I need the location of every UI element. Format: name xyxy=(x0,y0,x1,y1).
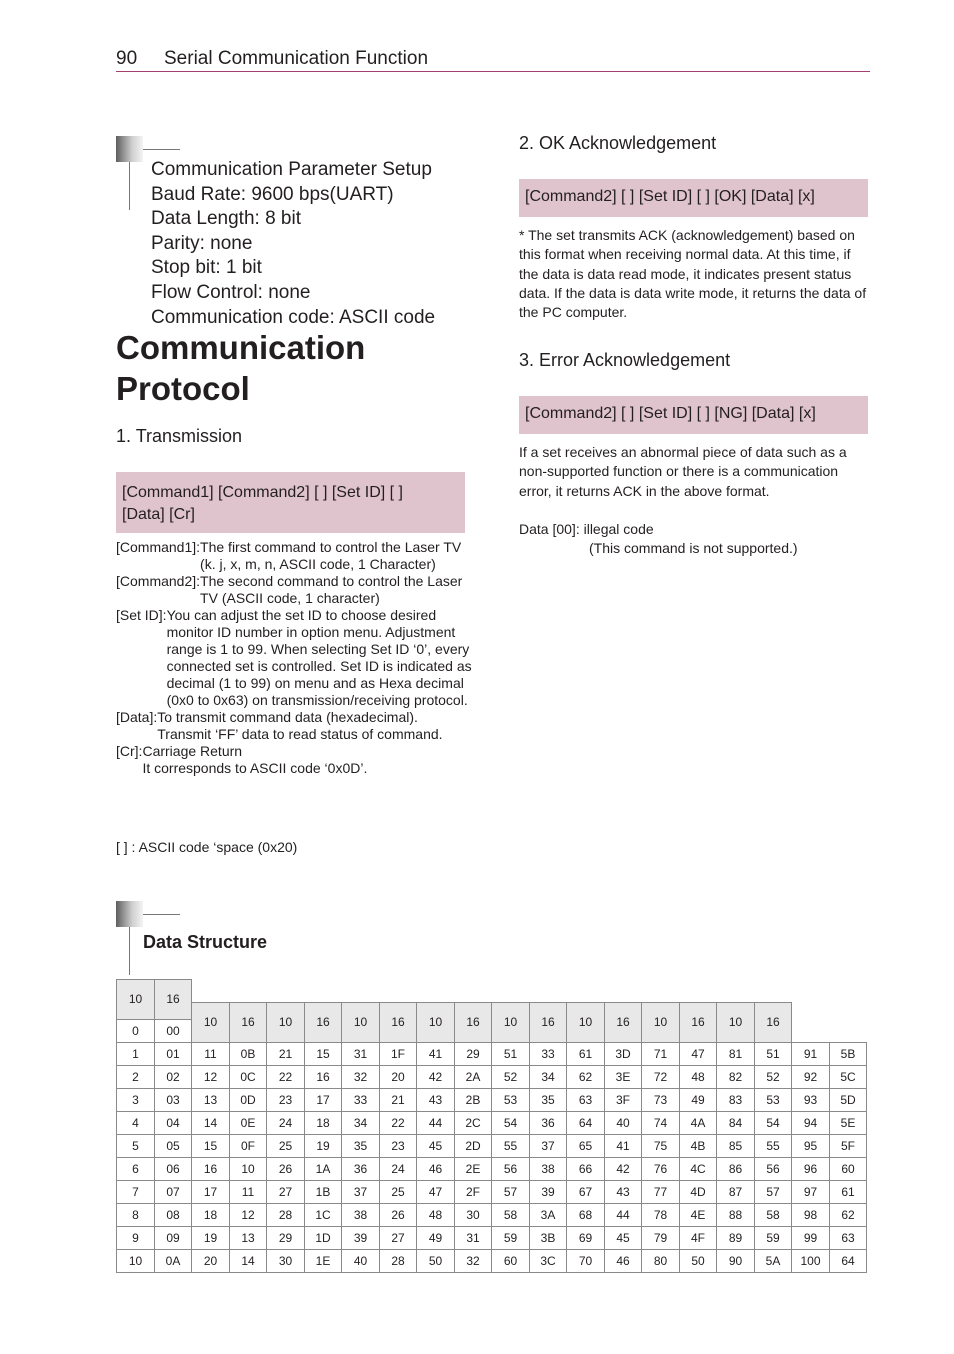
table-cell: 5D xyxy=(830,1088,867,1111)
table-cell: 13 xyxy=(192,1088,230,1111)
table-cell: 3E xyxy=(605,1065,642,1088)
table-cell: 22 xyxy=(267,1065,305,1088)
table-cell: 49 xyxy=(680,1088,717,1111)
ok-heading: 2. OK Acknowledgement xyxy=(519,133,717,153)
definition-text: The second command to control the Laser TV (ASCII code, 1 character) xyxy=(200,573,463,606)
table-cell: 1 xyxy=(117,1042,155,1065)
marker-line xyxy=(129,162,130,210)
table-cell: 82 xyxy=(717,1065,755,1088)
table-cell: 01 xyxy=(155,1042,192,1065)
table-cell: 21 xyxy=(380,1088,417,1111)
table-cell: 26 xyxy=(380,1203,417,1226)
table-cell: 5 xyxy=(117,1134,155,1157)
ok-note: * The set transmits ACK (acknowledgement) based on this format when receiving normal data. At this time, if the data is data read mode, it indicates present status data. If the data is data write mode, it returns the data of the PC computer. xyxy=(519,227,867,321)
table-cell: 72 xyxy=(642,1065,680,1088)
table-cell: 27 xyxy=(380,1226,417,1249)
table-cell: 45 xyxy=(605,1226,642,1249)
table-cell: 29 xyxy=(455,1042,492,1065)
table-cell: 29 xyxy=(267,1226,305,1249)
table-cell: 40 xyxy=(605,1111,642,1134)
table-cell: 69 xyxy=(567,1226,605,1249)
table-row xyxy=(117,1134,867,1157)
table-cell: 79 xyxy=(642,1226,680,1249)
table-row xyxy=(117,1203,867,1226)
table-cell: 15 xyxy=(192,1134,230,1157)
table-cell: 18 xyxy=(305,1111,342,1134)
table-cell: 86 xyxy=(717,1157,755,1180)
table-cell: 38 xyxy=(530,1157,567,1180)
table-cell: 38 xyxy=(342,1203,380,1226)
table-cell: 37 xyxy=(530,1134,567,1157)
table-cell: 25 xyxy=(267,1134,305,1157)
table-cell: 33 xyxy=(530,1042,567,1065)
table-header-cell: 16 xyxy=(605,1002,642,1042)
table-cell: 60 xyxy=(492,1249,530,1272)
table-cell: 62 xyxy=(567,1065,605,1088)
table-cell: 63 xyxy=(567,1088,605,1111)
param-line: Communication Parameter Setup xyxy=(151,159,432,180)
table-cell: 2E xyxy=(455,1157,492,1180)
table-cell: 56 xyxy=(755,1157,792,1180)
table-cell: 00 xyxy=(155,1019,192,1042)
table-cell: 44 xyxy=(605,1203,642,1226)
table-cell: 44 xyxy=(417,1111,455,1134)
definition-text xyxy=(142,743,472,777)
table-cell: 23 xyxy=(267,1088,305,1111)
table-cell: 58 xyxy=(755,1203,792,1226)
table-cell: 24 xyxy=(267,1111,305,1134)
definition-item xyxy=(116,573,472,607)
definition-term: [Command1]: xyxy=(116,539,201,555)
param-line: Flow Control: none xyxy=(151,281,311,303)
error-format-box xyxy=(519,396,868,434)
table-cell: 23 xyxy=(380,1134,417,1157)
table-cell: 4C xyxy=(680,1157,717,1180)
table-cell: 4B xyxy=(680,1134,717,1157)
error-data-line: Data [00]: illegal code xyxy=(519,521,654,537)
table-cell: 42 xyxy=(417,1065,455,1088)
table-cell: 05 xyxy=(155,1134,192,1157)
format-line: [Command1] [Command2] [ ] [Set ID] [ ] xyxy=(122,484,403,501)
table-cell: 10 xyxy=(230,1157,267,1180)
table-cell: 55 xyxy=(492,1134,530,1157)
table-cell: 80 xyxy=(642,1249,680,1272)
error-note: If a set receives an abnormal piece of data such as a non-supported function or there is a communication error, it returns ACK in the above format. xyxy=(519,444,847,499)
table-cell: 35 xyxy=(530,1088,567,1111)
table-cell: 87 xyxy=(717,1180,755,1203)
table-cell: 56 xyxy=(492,1157,530,1180)
table-cell: 31 xyxy=(342,1042,380,1065)
param-line: Communication code: ASCII code xyxy=(151,306,436,328)
table-cell: 66 xyxy=(567,1157,605,1180)
table-cell: 35 xyxy=(342,1134,380,1157)
table-cell: 93 xyxy=(792,1088,830,1111)
table-cell: 62 xyxy=(830,1203,867,1226)
table-cell: 48 xyxy=(417,1203,455,1226)
table-cell: 1A xyxy=(305,1157,342,1180)
table-cell: 17 xyxy=(305,1088,342,1111)
cr-extra: It corresponds to ASCII code ‘0x0D’. xyxy=(142,760,368,776)
table-cell: 3C xyxy=(530,1249,567,1272)
table-header-cell: 16 xyxy=(305,1002,342,1042)
table-cell: 53 xyxy=(492,1088,530,1111)
table-cell: 16 xyxy=(192,1157,230,1180)
table-cell: 51 xyxy=(492,1042,530,1065)
table-cell: 46 xyxy=(605,1249,642,1272)
table-cell: 1C xyxy=(305,1203,342,1226)
definition-term: [Cr]: xyxy=(116,743,143,759)
table-cell: 0D xyxy=(230,1088,267,1111)
error-heading: 3. Error Acknowledgement xyxy=(519,350,731,370)
table-cell: 0B xyxy=(230,1042,267,1065)
table-cell: 74 xyxy=(642,1111,680,1134)
table-cell: 02 xyxy=(155,1065,192,1088)
table-cell: 95 xyxy=(792,1134,830,1157)
table-cell: 17 xyxy=(192,1180,230,1203)
table-cell: 98 xyxy=(792,1203,830,1226)
table-cell: 43 xyxy=(605,1180,642,1203)
table-cell: 61 xyxy=(567,1042,605,1065)
protocol-title-line: Protocol xyxy=(116,370,250,407)
table-cell: 36 xyxy=(530,1111,567,1134)
table-cell: 52 xyxy=(755,1065,792,1088)
definition-item xyxy=(116,709,472,743)
table-cell: 9 xyxy=(117,1226,155,1249)
param-line: Parity: none xyxy=(151,232,253,254)
table-cell: 97 xyxy=(792,1180,830,1203)
table-header-cell: 16 xyxy=(380,1002,417,1042)
table-cell: 39 xyxy=(342,1226,380,1249)
table-cell: 2A xyxy=(455,1065,492,1088)
table-cell: 3F xyxy=(605,1088,642,1111)
param-line: Stop bit: 1 bit xyxy=(151,257,262,279)
table-cell: 81 xyxy=(717,1042,755,1065)
table-cell: 0 xyxy=(117,1019,155,1042)
table-cell: 2B xyxy=(455,1088,492,1111)
param-line: Data Length: 8 bit xyxy=(151,208,301,230)
table-cell: 51 xyxy=(755,1042,792,1065)
table-header-cell: 16 xyxy=(530,1002,567,1042)
table-cell: 96 xyxy=(792,1157,830,1180)
table-cell: 71 xyxy=(642,1042,680,1065)
marker-line xyxy=(129,927,130,975)
ok-format-box xyxy=(519,179,868,217)
communication-parameters xyxy=(151,158,435,330)
table-cell: 4 xyxy=(117,1111,155,1134)
marker-line xyxy=(143,149,180,150)
table-cell: 19 xyxy=(305,1134,342,1157)
table-cell: 92 xyxy=(792,1065,830,1088)
table-cell: 0C xyxy=(230,1065,267,1088)
error-format: [Command2] [ ] [Set ID] [ ] [NG] [Data] [x] xyxy=(525,405,816,422)
table-cell: 5C xyxy=(830,1065,867,1088)
table-cell: 99 xyxy=(792,1226,830,1249)
cr-text: Carriage Return xyxy=(142,743,243,759)
table-cell: 1D xyxy=(305,1226,342,1249)
table-cell: 54 xyxy=(492,1111,530,1134)
table-cell: 58 xyxy=(492,1203,530,1226)
table-cell: 63 xyxy=(830,1226,867,1249)
table-cell: 1F xyxy=(380,1042,417,1065)
table-cell: 3D xyxy=(605,1042,642,1065)
table-cell: 59 xyxy=(755,1226,792,1249)
table-cell: 41 xyxy=(417,1042,455,1065)
table-cell: 85 xyxy=(717,1134,755,1157)
table-cell: 67 xyxy=(567,1180,605,1203)
table-cell: 31 xyxy=(455,1226,492,1249)
data-structure-title: Data Structure xyxy=(143,932,268,952)
table-cell: 0A xyxy=(155,1249,192,1272)
table-cell: 03 xyxy=(155,1088,192,1111)
table-cell: 13 xyxy=(230,1226,267,1249)
space-note: [ ] : ASCII code ‘space (0x20) xyxy=(116,839,298,855)
table-cell: 32 xyxy=(455,1249,492,1272)
table-cell: 65 xyxy=(567,1134,605,1157)
table-cell: 10 xyxy=(117,1249,155,1272)
table-row xyxy=(117,1226,867,1249)
table-cell: 94 xyxy=(792,1111,830,1134)
transmission-format-box xyxy=(116,472,465,533)
table-cell: 4A xyxy=(680,1111,717,1134)
table-cell: 5A xyxy=(755,1249,792,1272)
table-cell: 78 xyxy=(642,1203,680,1226)
table-cell: 41 xyxy=(605,1134,642,1157)
table-cell: 3B xyxy=(530,1226,567,1249)
table-header-cell: 10 xyxy=(342,1002,380,1042)
definition-term: [Set ID]: xyxy=(116,607,167,623)
transmission-heading: 1. Transmission xyxy=(116,426,243,446)
table-header-cell: 10 xyxy=(117,980,155,1020)
table-cell: 2C xyxy=(455,1111,492,1134)
table-cell: 0F xyxy=(230,1134,267,1157)
table-cell: 70 xyxy=(567,1249,605,1272)
table-cell: 34 xyxy=(342,1111,380,1134)
table-cell: 77 xyxy=(642,1180,680,1203)
table-cell: 3 xyxy=(117,1088,155,1111)
table-cell: 2D xyxy=(455,1134,492,1157)
table-header-cell: 10 xyxy=(192,1002,230,1042)
table-cell: 57 xyxy=(492,1180,530,1203)
table-header-cell: 10 xyxy=(492,1002,530,1042)
table-cell: 50 xyxy=(680,1249,717,1272)
table-cell: 55 xyxy=(755,1134,792,1157)
table-header-cell: 10 xyxy=(417,1002,455,1042)
table-cell: 6 xyxy=(117,1157,155,1180)
table-cell: 47 xyxy=(417,1180,455,1203)
error-data-sub: (This command is not supported.) xyxy=(589,540,798,556)
table-cell: 4D xyxy=(680,1180,717,1203)
table-cell: 73 xyxy=(642,1088,680,1111)
table-header-cell: 10 xyxy=(717,1002,755,1042)
table-cell: 45 xyxy=(417,1134,455,1157)
format-line: [Data] [Cr] xyxy=(122,506,195,523)
table-row xyxy=(117,1180,867,1203)
table-header-cell: 16 xyxy=(230,1002,267,1042)
definition-text: The first command to control the Laser TV (k. j, x, m, n, ASCII code, 1 Character) xyxy=(200,539,462,572)
table-cell: 20 xyxy=(192,1249,230,1272)
table-cell: 5E xyxy=(830,1111,867,1134)
table-cell: 26 xyxy=(267,1157,305,1180)
table-cell: 30 xyxy=(267,1249,305,1272)
table-cell: 12 xyxy=(230,1203,267,1226)
table-cell: 61 xyxy=(830,1180,867,1203)
table-cell: 60 xyxy=(830,1157,867,1180)
table-cell: 19 xyxy=(192,1226,230,1249)
table-header-cell: 10 xyxy=(642,1002,680,1042)
table-cell: 28 xyxy=(267,1203,305,1226)
page-number: 90 xyxy=(116,48,138,69)
table-cell: 47 xyxy=(680,1042,717,1065)
table-cell: 49 xyxy=(417,1226,455,1249)
definition-item xyxy=(116,743,472,777)
table-cell: 0E xyxy=(230,1111,267,1134)
data-structure-table xyxy=(116,979,867,1273)
table-cell: 04 xyxy=(155,1111,192,1134)
table-cell: 39 xyxy=(530,1180,567,1203)
table-cell: 4F xyxy=(680,1226,717,1249)
protocol-title xyxy=(116,327,365,409)
table-cell: 33 xyxy=(342,1088,380,1111)
section-marker xyxy=(116,901,143,927)
table-row xyxy=(117,1088,867,1111)
table-cell: 89 xyxy=(717,1226,755,1249)
table-cell: 06 xyxy=(155,1157,192,1180)
table-cell: 20 xyxy=(380,1065,417,1088)
table-cell: 42 xyxy=(605,1157,642,1180)
table-header-cell: 16 xyxy=(455,1002,492,1042)
table-cell: 34 xyxy=(530,1065,567,1088)
table-cell: 30 xyxy=(455,1203,492,1226)
table-cell: 25 xyxy=(380,1180,417,1203)
table-cell: 28 xyxy=(380,1249,417,1272)
table-cell: 48 xyxy=(680,1065,717,1088)
table-cell: 36 xyxy=(342,1157,380,1180)
table-cell: 64 xyxy=(830,1249,867,1272)
definition-text: You can adjust the set ID to choose desired monitor ID number in option menu. Adjustment range is 1 to 99. When selecting Set ID ‘0’, every connected set is controlled. Set ID is indicated as decimal (1 to 99) on menu and as Hexa decimal (0x0 to 0x63) on transmission/receiving protocol. xyxy=(166,607,472,708)
table-cell: 90 xyxy=(717,1249,755,1272)
table-cell: 22 xyxy=(380,1111,417,1134)
table-cell: 91 xyxy=(792,1042,830,1065)
table-cell: 54 xyxy=(755,1111,792,1134)
table-cell: 1B xyxy=(305,1180,342,1203)
table-cell: 2 xyxy=(117,1065,155,1088)
table-spacer xyxy=(192,980,792,1003)
definition-text: To transmit command data (hexadecimal). Transmit ‘FF’ data to read status of command. xyxy=(157,709,443,742)
table-header-cell: 16 xyxy=(755,1002,792,1042)
table-cell: 27 xyxy=(267,1180,305,1203)
table-cell: 5B xyxy=(830,1042,867,1065)
table-cell: 08 xyxy=(155,1203,192,1226)
table-cell: 15 xyxy=(305,1042,342,1065)
section-title: Serial Communication Function xyxy=(164,48,429,69)
table-cell: 7 xyxy=(117,1180,155,1203)
table-header-cell: 10 xyxy=(567,1002,605,1042)
table-cell: 57 xyxy=(755,1180,792,1203)
table-cell: 37 xyxy=(342,1180,380,1203)
table-cell: 59 xyxy=(492,1226,530,1249)
table-cell: 46 xyxy=(417,1157,455,1180)
table-header-cell: 10 xyxy=(267,1002,305,1042)
table-cell: 52 xyxy=(492,1065,530,1088)
table-cell: 3A xyxy=(530,1203,567,1226)
table-row xyxy=(117,1111,867,1134)
marker-line xyxy=(143,914,180,915)
table-cell: 84 xyxy=(717,1111,755,1134)
table-cell: 07 xyxy=(155,1180,192,1203)
table-cell: 43 xyxy=(417,1088,455,1111)
table-cell: 64 xyxy=(567,1111,605,1134)
table-cell: 8 xyxy=(117,1203,155,1226)
table-header-cell: 16 xyxy=(155,980,192,1020)
table-cell: 50 xyxy=(417,1249,455,1272)
table-cell: 83 xyxy=(717,1088,755,1111)
table-cell: 32 xyxy=(342,1065,380,1088)
section-marker xyxy=(116,136,143,162)
table-cell: 11 xyxy=(192,1042,230,1065)
protocol-title-line: Communication xyxy=(116,329,366,366)
table-cell: 18 xyxy=(192,1203,230,1226)
table-cell: 09 xyxy=(155,1226,192,1249)
param-line: Baud Rate: 9600 bps(UART) xyxy=(151,183,394,205)
definition-item xyxy=(116,539,472,573)
definitions-list xyxy=(116,539,472,777)
table-cell: 40 xyxy=(342,1249,380,1272)
definition-term: [Data]: xyxy=(116,709,158,725)
table-cell: 76 xyxy=(642,1157,680,1180)
table-cell: 4E xyxy=(680,1203,717,1226)
table-row xyxy=(117,1065,867,1088)
table-cell: 75 xyxy=(642,1134,680,1157)
table-cell: 88 xyxy=(717,1203,755,1226)
table-cell: 53 xyxy=(755,1088,792,1111)
table-cell: 100 xyxy=(792,1249,830,1272)
table-cell: 14 xyxy=(192,1111,230,1134)
definition-item xyxy=(116,607,472,709)
definition-term: [Command2]: xyxy=(116,573,201,589)
header-rule xyxy=(116,71,870,72)
table-cell: 12 xyxy=(192,1065,230,1088)
table-cell: 2F xyxy=(455,1180,492,1203)
table-cell: 5F xyxy=(830,1134,867,1157)
table-row xyxy=(117,1249,867,1272)
table-header-cell: 16 xyxy=(680,1002,717,1042)
ok-format: [Command2] [ ] [Set ID] [ ] [OK] [Data] [x] xyxy=(525,188,815,205)
table-cell: 21 xyxy=(267,1042,305,1065)
table-cell: 11 xyxy=(230,1180,267,1203)
table-row xyxy=(117,1042,867,1065)
table-cell: 14 xyxy=(230,1249,267,1272)
table-cell: 1E xyxy=(305,1249,342,1272)
table-cell: 24 xyxy=(380,1157,417,1180)
table-cell: 16 xyxy=(305,1065,342,1088)
table-row xyxy=(117,1157,867,1180)
table-cell: 68 xyxy=(567,1203,605,1226)
